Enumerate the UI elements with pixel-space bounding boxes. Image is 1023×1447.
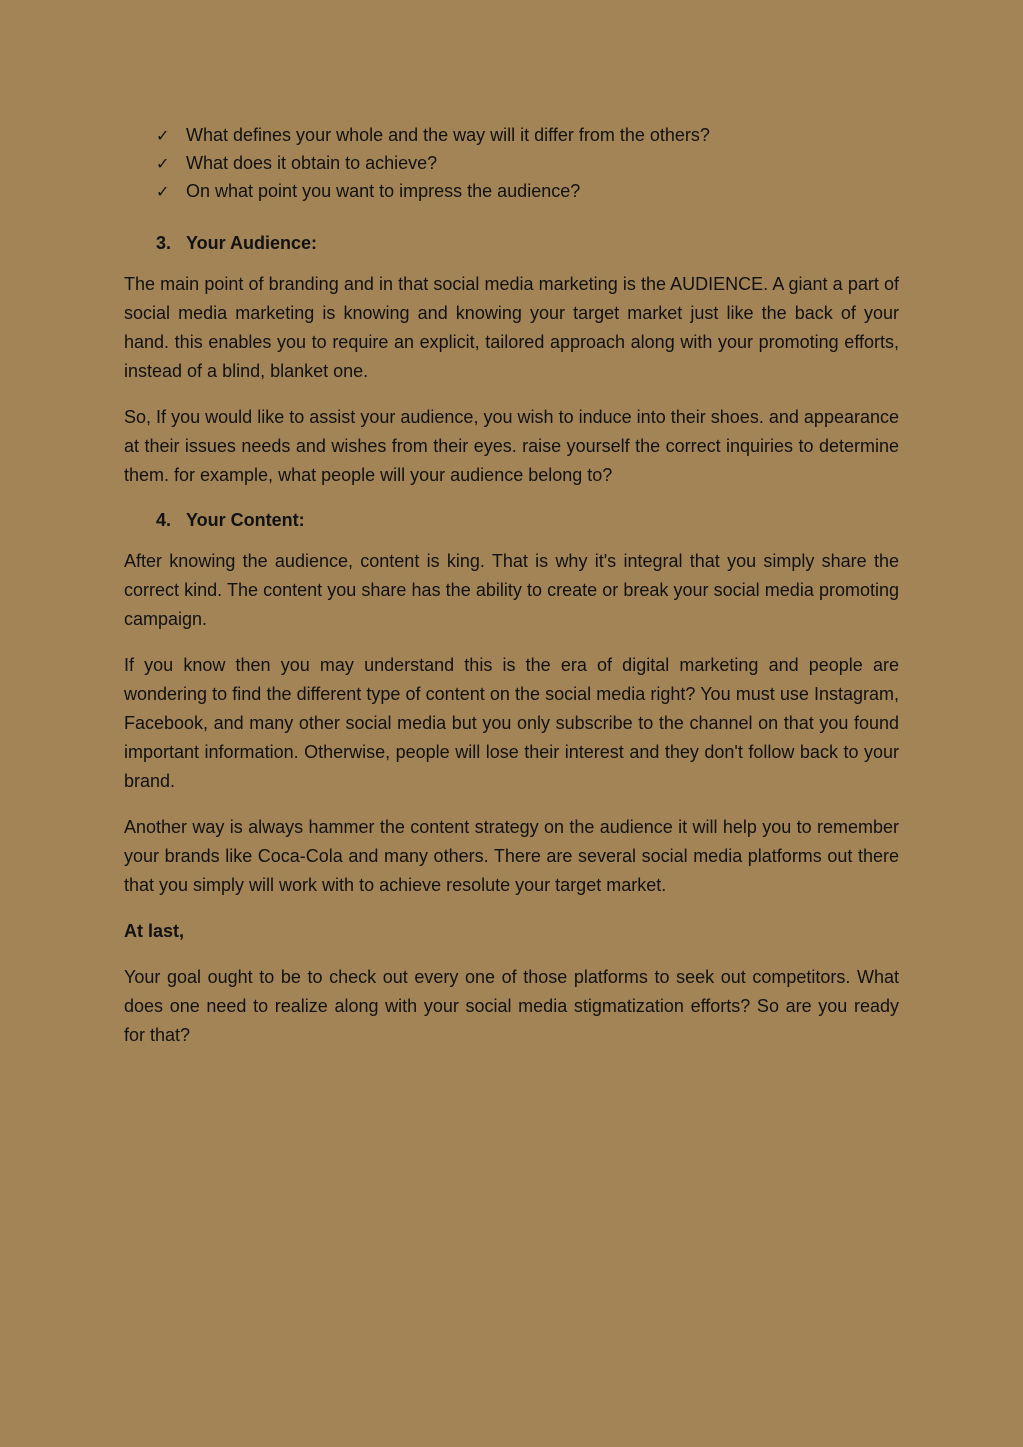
section-number: 4. [156,510,172,530]
list-item [156,122,899,150]
paragraph: Another way is always hammer the content strategy on the audience it will help you to remember your brands like Coca-Cola and many others. There are several social media platforms out there that you simply will work with to achieve resolute your target market. [124,817,899,895]
section-number: 3. [156,233,172,253]
paragraph: If you know then you may understand this is the era of digital marketing and people are wondering to find the different type of content on the social media right? You must use Instagram, Facebook, and many other social media but you only subscribe to the channel on that you found important information. Otherwise, people will lose their interest and they don't follow back to your brand. [124,655,899,791]
list-item-text: On what point you want to impress the audience? [186,181,581,201]
paragraph: So, If you would like to assist your audience, you wish to induce into their shoes. and appearance at their issues needs and wishes from their eyes. raise yourself the correct inquiries to determine them. for example, what people will your audience belong to? [124,407,899,485]
section-title: Your Audience: [186,233,318,253]
paragraph: The main point of branding and in that social media marketing is the AUDIENCE. A giant a part of social media marketing is knowing and knowing your target market just like the back of your hand. this enables you to require an explicit, tailored approach along with your promoting efforts, instead of a blind, blanket one. [124,274,899,381]
list-item [156,150,899,178]
checkmark-icon: ✓ [156,184,170,201]
closing-paragraph: Your goal ought to be to check out every one of those platforms to seek out competitors. What does one need to realize along with your social media stigmatization efforts? So are you ready for that? [124,967,899,1045]
checkmark-icon: ✓ [156,156,170,173]
section-title: Your Content: [186,510,305,530]
paragraph: After knowing the audience, content is king. That is why it's integral that you simply share the correct kind. The content you share has the ability to create or break your social media promoting campaign. [124,551,899,629]
closing-heading: At last, [124,921,185,941]
list-item [156,178,899,206]
list-item-text: What does it obtain to achieve? [186,153,438,173]
checkmark-icon: ✓ [156,128,170,145]
section-heading-content [156,507,899,534]
checklist [124,122,899,206]
list-item-text: What defines your whole and the way will it differ from the others? [186,125,710,145]
section-heading-audience [156,230,899,257]
